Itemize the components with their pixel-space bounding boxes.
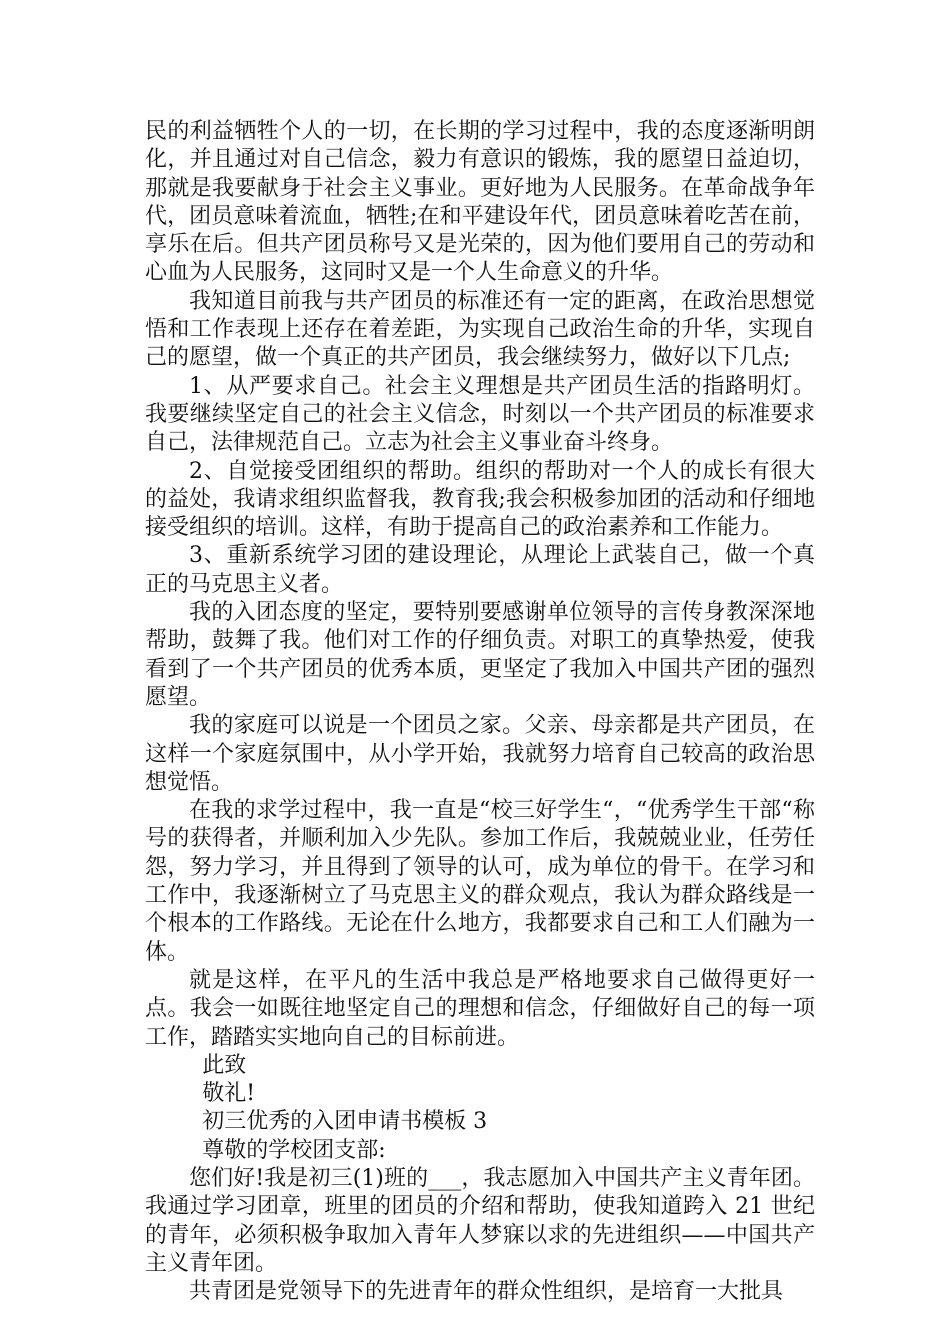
body-paragraph: 2、自觉接受团组织的帮助。组织的帮助对一个人的成长有很大的益处，我请求组织监督我，教育我;我会积极参加团的活动和仔细地接受组织的培训。这样，有助于提高自己的政治素养和工作能力。 bbox=[145, 458, 815, 541]
body-paragraph: 我的家庭可以说是一个团员之家。父亲、母亲都是共产团员，在这样一个家庭氛围中，从小学开始，我就努力培育自己较高的政治思想觉悟。 bbox=[145, 713, 815, 795]
template-title: 初三优秀的入团申请书模板 3 bbox=[202, 1109, 488, 1135]
salutation: 尊敬的学校团支部: bbox=[202, 1137, 386, 1163]
body-paragraph: 3、重新系统学习团的建设理论，从理论上武装自己，做一个真正的马克思主义者。 bbox=[145, 543, 815, 597]
body-paragraph: 我知道目前我与共产团员的标准还有一定的距离，在政治思想觉悟和工作表现上还存在着差距，为实现自己政治生命的升华，实现自己的愿望，做一个真正的共产团员，我会继续努力，做好以下几点; bbox=[145, 288, 815, 371]
body-paragraph: 1、从严要求自己。社会主义理想是共产团员生活的指路明灯。我要继续坚定自己的社会主义信念，时刻以一个共产团员的标准要求自己，法律规范自己。立志为社会主义事业奋斗终身。 bbox=[145, 373, 815, 456]
body-paragraph: 就是这样，在平凡的生活中我总是严格地要求自己做得更好一点。我会一如既往地坚定自己的理想和信念，仔细做好自己的每一项工作，踏踏实实地向自己的目标前进。 bbox=[145, 967, 815, 1050]
document-page bbox=[145, 118, 815, 1306]
body-paragraph: 民的利益牺牲个人的一切，在长期的学习过程中，我的态度逐渐明朗化，并且通过对自己信念，毅力有意识的锻炼，我的愿望日益迫切，那就是我要献身于社会主义事业。更好地为人民服务。在革命战争年代，团员意味着流血，牺牲;在和平建设年代，团员意味着吃苦在前，享乐在后。但共产团员称号又是光荣的，因为他们要用自己的劳动和心血为人民服务，这同时又是一个人生命意义的升华。 bbox=[145, 119, 815, 286]
closing-line: 此致 bbox=[202, 1052, 247, 1078]
body-paragraph: 您们好!我是初三(1)班的___，我志愿加入中国共产主义青年团。我通过学习团章，班里的团员的介绍和帮助，使我知道跨入 21 世纪的青年，必须积极争取加入青年人梦寐以求的先进组织——中国共产主义青年团。 bbox=[145, 1165, 815, 1276]
closing-line: 敬礼! bbox=[202, 1081, 256, 1107]
body-paragraph: 共青团是党领导下的先进青年的群众性组织，是培育一大批具 bbox=[189, 1279, 784, 1305]
body-paragraph: 我的入团态度的坚定，要特别要感谢单位领导的言传身教深深地帮助，鼓舞了我。他们对工作的仔细负责。对职工的真挚热爱，使我看到了一个共产团员的优秀本质，更坚定了我加入中国共产团的强烈愿望。 bbox=[145, 600, 815, 710]
body-paragraph: 在我的求学过程中，我一直是“校三好学生“，“优秀学生干部“称号的获得者，并顺利加入少先队。参加工作后，我兢兢业业，任劳任怨，努力学习，并且得到了领导的认可，成为单位的骨干。在学习和工作中，我逐渐树立了马克思主义的群众观点，我认为群众路线是一个根本的工作路线。无论在什么地方，我都要求自己和工人们融为一体。 bbox=[145, 798, 815, 965]
